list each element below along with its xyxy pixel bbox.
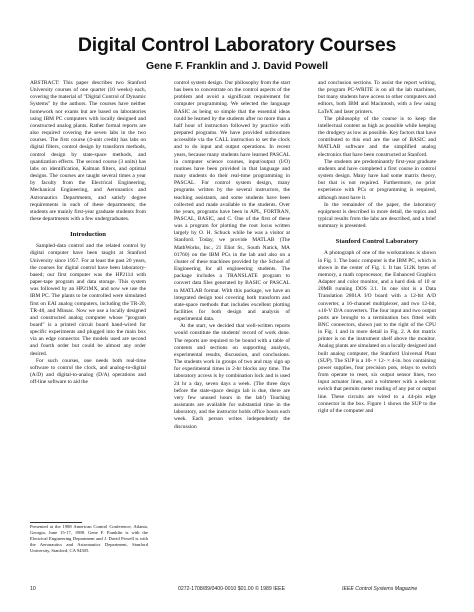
section-heading-lab: Stanford Control Laboratory (335, 238, 419, 246)
body-paragraph-col3-1: and conclusion sections. To assist the report writing, the program PC-WRITE is on all the lab machines, but many students have access to other computers and editors, both IBM and Macintosh, with a few using LaTeX and laser printers. (318, 80, 436, 115)
column-right (318, 80, 436, 415)
body-paragraph-col3-2: The philosophy of the course is to keep the intellectual content as high as possible while keeping the drudgery as low as possible. Key factors that have contributed to this end are the use of BASIC and MATLAB software and the simplified analog electronics that have been constructed at Stanford. (318, 115, 436, 158)
footnote (30, 524, 148, 554)
abstract-label: ABSTRACT: (30, 80, 60, 86)
body-paragraph-col3-3: The students are predominantly first-year graduate students and have completed a first course in control system design. Many have had some matrix theory, but that is not required. Furthermore, no prior experience with PCs or programming is required, although most have it. (318, 158, 436, 201)
abstract-text: This paper describes two Stanford University courses of one quarter (10 weeks) each, covering the material of "Digital Control of Dynamic Systems" by the authors. The courses have neither homework nor exams but are based on laboratories using IBM PC computers with locally designed and constructed analog plants. Rather formal reports are also required covering the seven labs in the two courses. The first course (4-unit credit) has labs on digital filters, control design by transform methods, control design by state-space methods, and quantization effects. The second course (3 units) has labs on identification, Kalman filters, and optimal designs. The courses are taught several times a year by faculty from the Electrical Engineering, Mechanical Engineering, and Aeronautics and Astronautics Departments, and satisfy degree requirements in each of these departments; the students are mainly first-year graduate students from these departments with a few undergraduates. (30, 80, 146, 222)
abstract (30, 80, 146, 223)
column-middle (174, 80, 290, 431)
section-heading-introduction: Introduction (70, 231, 106, 239)
magazine-name: IEEE Control Systems Magazine (342, 586, 418, 592)
footnote-divider (30, 522, 82, 523)
body-paragraph-col2-1: control system design. Our philosophy from the start has been to concentrate on the control aspects of the problem and avoid a significant requirement for computer programming. We selected the language BASIC as being so simple that the essential ideas could be learned by the students after no more than a half hour of instruction followed by practice with prepared programs. We have provided subroutines accessible via the CALL instruction to set the clock and to do input and output operations. In recent years, because many students have learned PASCAL in computer science courses, input/output (I/O) routines have been provided in that language and many students do their real-time programming in PASCAL. For control system design, many programs written by the several instructors, the teaching assistants, and some students have been collected and made available to the students. Over the years, programs have been in APL, FORTRAN, PASCAL, BASIC, and C. One of the first of these was a program for plotting the root locus written largely by O. H. Schuck while he was a visitor at Stanford. Today, we provide MATLAB (The MathWorks, Inc., 21 Eliot St., South Natick, MA 01760) on the IBM PCs in the lab and also on a cluster of these machines provided by the School of Engineering for all engineering students. The package includes a TRANSLATE program to convert data files generated by BASIC or PASCAL to MATLAB format. With this package, we have an integrated design tool covering both transform and state-space methods that includes excellent plotting facilities for both design and analysis of experimental data. (174, 80, 290, 323)
paper-title: Digital Control Laboratory Courses (77, 34, 397, 56)
body-paragraph-col2-2: At the start, we decided that well-written reports would constitute the students' record of work done. The reports are required to be bound with a table of contents and sections on supporting analysis, experimental results, discussion, and conclusions. The students work in groups of two and may sign up for experimental times in 2-hr blocks any time. The laboratory access is by combination lock and is used 24 hr a day, seven days a week. (The three days before the state-space design lab is due, there are very few unused hours in the lab!) Teaching assistants are available for substantial time in the laboratory, and the instructor holds office hours each week. Each person writes independently the discussion (174, 323, 290, 430)
page-number: 10 (30, 586, 36, 592)
copyright-code: 0272-1708/89/0400-0010 $01.00 © 1989 IEEE (178, 586, 286, 592)
paper-authors: Gene F. Franklin and J. David Powell (145, 60, 329, 72)
body-paragraph-col3-4: In the remainder of the paper, the laboratory equipment is described in more detail, the topics and typical results from the labs are described, and a brief summary is presented. (318, 201, 436, 230)
intro-paragraph-2: For such courses, one needs both real-time software to control the clock, and analog-to-digital (A/D) and digital-to-analog (D/A) operations and off-line software to aid the (30, 357, 146, 386)
footnote-text: Presented at the 1988 American Control Conference, Atlanta, Georgia, June 15-17, 1988. Gene F. Franklin is with the Electrical Engineering Department and J. David Powell is with the Aeronautics and Astronautics Department, Stanford University, Stanford, CA 94305. (30, 524, 148, 553)
column-left (30, 80, 146, 386)
body-paragraph-col3-5: A photograph of one of the workstations is shown in Fig. 1. The basic computer is the IBM PC, which is shown in the center of Fig. 1. It has 512K bytes of memory, a math coprocessor, the Enhanced Graphics Adapter and color monitor, and a hard disk of 10 or 20MB running DOS 3.1. In one slot is a Data Translation 2801A I/O board with a 12-bit A/D converter, a 16-channel multiplexer, and two 12-bit, ±10-V D/A converters. The four input and two output ports are brought to a termination box fitted with BNC connectors, shown just to the right of the CPU in Fig. 1 and in more detail in Fig. 2. A dot matrix printer is on the instrument shelf above the monitor. Analog plants are simulated on a locally designed and built analog computer, the Stanford Universal Plant (SUP). The SUP is a 10- × 12- × 4-in. box containing power supplies, four precision pots, relays to switch from operate to reset, six output sensor lines, two input actuator lines, and a voltmeter with a selector switch that permits meter reading of any pot or output line. These circuits are wired to a 44-pin edge connector in the box. Figure 1 shows the SUP to the right of the computer and (318, 250, 436, 414)
intro-paragraph-1: Sampled-data control and the related control by digital computer have been taught at Stanford University since 1957. For at least the past 20 years, the courses for digital control have been laboratory-based; our first computer was the HP2114 with paper-tape program and data storage. This system was followed by an HP21MX, and now we use the IBM PC. The plants to be controlled were simulated first on EAI analog computers, including the TR-20, TR-48, and Minsac. Now we use a locally designed and constructed analog computer whose "program board" is a printed circuit board hand-wired for specific experiments and plugged into the main box via an edge connector. The models used are second and fourth order but could be almost any order desired. (30, 243, 146, 357)
